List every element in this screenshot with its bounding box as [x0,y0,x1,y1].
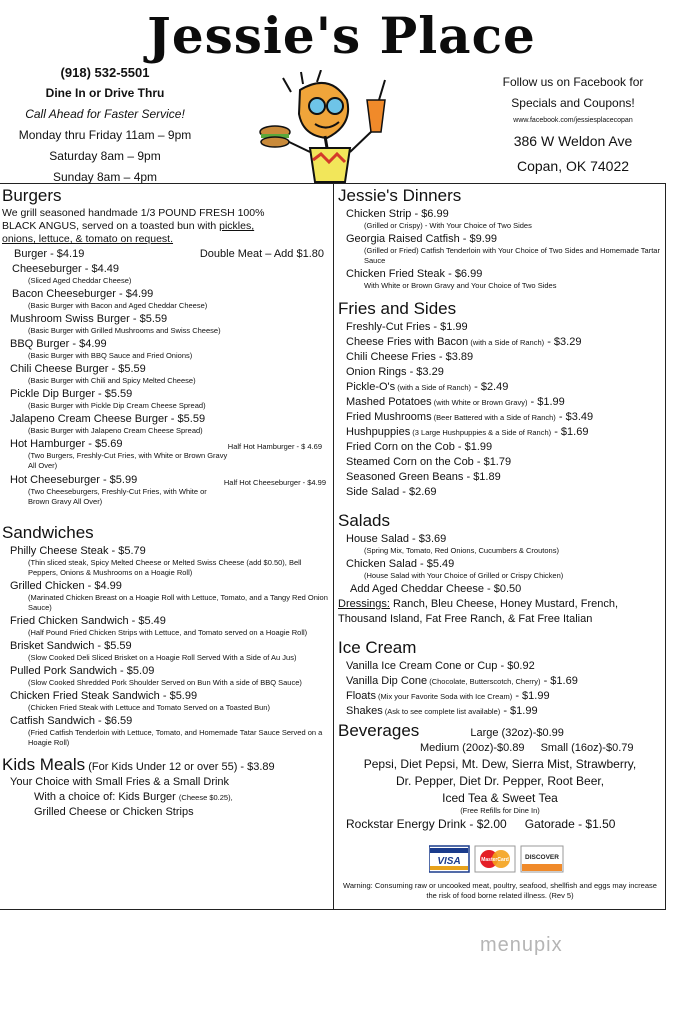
burgers-intro-1: We grill seasoned handmade 1/3 POUND FRESH 100% [2,207,265,219]
item-desc: (Basic Burger with Chili and Spicy Melted Cheese) [28,376,196,385]
item-name: Georgia Raised Catfish - $9.99 [346,233,498,245]
dinners-heading: Jessie's Dinners [338,186,462,205]
social-address-block [483,72,663,178]
burgers-intro-2a: BLACK ANGUS, served on a toasted bun with [2,220,220,232]
item-price: - $1.99 [500,705,538,717]
menu-item [10,545,328,558]
burgers-intro-2b: pickles, [219,220,255,232]
menu-item: Chicken Salad - $5.49 [346,558,455,570]
item-name: Pickle-O's [346,381,396,393]
phone-number: (918) 532-5501 [60,65,150,80]
item-name: Cheese Fries with Bacon [346,336,469,348]
item-desc: (Marinated Chicken Breast on a Hoagie Roll with Lettuce, Tomato, and a Tangy Red Onion Sauce) [28,593,328,612]
refill-note: (Free Refills for Dine In) [460,806,540,815]
beverage-large: Large (32oz)-$0.99 [470,727,564,739]
menu-item [346,336,662,349]
item-desc: (Two Burgers, Freshly-Cut Fries, with White or Brown Gravy All Over) [28,451,228,470]
item-name: BBQ Burger - $4.99 [10,338,107,350]
menu-item [12,263,328,276]
item-note: (Mix your Favorite Soda with Ice Cream) [375,692,513,701]
kids-title: Kids Meals [2,755,86,774]
item-desc: (Basic Burger with Jalapeno Cream Cheese Spread) [28,426,203,435]
menu-item [10,474,328,487]
beverage-sizes [420,742,662,755]
dressings-list-1: Ranch, Bleu Cheese, Honey Mustard, French, [389,598,619,610]
address-city: Copan, OK 74022 [516,158,630,174]
menu-item [10,615,328,628]
mastercard-text: MasterCard [481,857,509,863]
call-ahead-text: Call Ahead for Faster Service! [25,107,185,121]
discover-icon [521,846,563,872]
item-desc: (Thin sliced steak, Spicy Melted Cheese or Melted Swiss Cheese (add $0.50), Bell Peppers, Onions & Mushrooms on a Hoagie Roll) [28,558,302,577]
kids-line-1: Your Choice with Small Fries & a Small Drink [10,776,230,788]
mascot-illustration [255,70,395,185]
item-desc: (Slow Cooked Deli Sliced Brisket on a Hoagie Roll Served With a Side of Au Jus) [28,653,297,662]
menu-item [346,381,662,394]
item-price: - $1.99 [512,690,550,702]
item-desc: (Basic Burger with Grilled Mushrooms and Swiss Cheese) [28,326,221,335]
menu-item: Fried Corn on the Cob - $1.99 [346,441,493,453]
beverage-medium: Medium (20oz)-$0.89 [420,742,525,754]
item-note: (with White or Brown Gravy) [431,398,528,407]
menu-item: Add Aged Cheddar Cheese - $0.50 [350,583,522,595]
fries-heading: Fries and Sides [338,299,457,318]
item-price: - $3.49 [555,411,594,423]
item-name: Pickle Dip Burger - $5.59 [10,388,133,400]
item-name: Chicken Fried Steak Sandwich - $5.99 [10,690,198,702]
item-desc: (Basic Burger with Bacon and Aged Cheddar Cheese) [28,301,208,310]
burgers-intro-2 [2,220,328,233]
item-name: Hot Hamburger - $5.69 [10,438,123,450]
facebook-line2: Specials and Coupons! [511,96,635,110]
facebook-line1: Follow us on Facebook for [502,75,644,89]
item-desc: (House Salad with Your Choice of Grilled or Crispy Chicken) [364,571,564,580]
menu-item: Vanilla Ice Cream Cone or Cup - $0.92 [346,660,535,672]
facebook-link[interactable]: www.facebook.com/jessiesplacecopan [513,117,633,124]
burgers-intro-3: onions, lettuce, & tomato on request. [2,233,174,245]
tea-line: Iced Tea & Sweet Tea [442,791,558,805]
dressings-line-2: Thousand Island, Fat Free Ranch, & Fat Free Italian [338,613,593,625]
menu-item: Steamed Corn on the Cob - $1.79 [346,456,512,468]
contact-block [0,62,210,188]
menu-item: Seasoned Green Beans - $1.89 [346,471,501,483]
sodas-line-2: Dr. Pepper, Diet Dr. Pepper, Root Beer, [395,774,605,788]
hours-sunday: Sunday 8am – 4pm [52,170,158,184]
menu-item: Chili Cheese Fries - $3.89 [346,351,474,363]
kids-line-2b: (Cheese $0.25), [178,793,233,802]
kids-heading [2,755,328,774]
discover-text: DISCOVER [525,854,559,861]
menu-item [346,675,662,688]
item-desc: (Two Cheeseburgers, Freshly-Cut Fries, with White or Brown Gravy All Over) [28,487,207,506]
menu-item [346,268,662,281]
food-safety-warning: Warning: Consuming raw or uncooked meat, poultry, seafood, shellfish and eggs may increase the risk of food borne related illness. (Rev 5) [343,881,657,900]
menu-item [346,208,662,221]
dressings-label: Dressings: [338,598,390,610]
item-desc: (Spring Mix, Tomato, Red Onions, Cucumbers & Croutons) [364,546,559,555]
menu-item [10,690,328,703]
item-name: Shakes [346,705,383,717]
dine-text: Dine In or Drive Thru [45,86,165,100]
address-street: 386 W Weldon Ave [513,133,633,149]
kids-line-2 [34,791,328,804]
menu-item: Side Salad - $2.69 [346,486,437,498]
item-name: Brisket Sandwich - $5.59 [10,640,132,652]
kids-line-2a: With a choice of: Kids Burger [34,791,179,803]
menu-item [10,313,328,326]
left-column [2,186,328,819]
menu-item [346,233,662,246]
sandwiches-heading: Sandwiches [2,523,94,542]
item-name: Chicken Fried Steak - $6.99 [346,268,483,280]
item-desc: (Grilled or Crispy) - With Your Choice of Two Sides [364,221,532,230]
item-name: Philly Cheese Steak - $5.79 [10,545,146,557]
menu-item [346,705,662,718]
item-half: Half Hot Cheeseburger - $4.99 [223,478,326,487]
visa-text: VISA [437,856,461,867]
item-name: Vanilla Dip Cone [346,675,428,687]
item-price: - $1.99 [527,396,565,408]
menu-item [10,665,328,678]
watermark-text: menupix [480,934,563,956]
item-price: - $3.29 [544,336,582,348]
item-name: Grilled Chicken - $4.99 [10,580,122,592]
item-desc: With White or Brown Gravy and Your Choice of Two Sides [364,281,557,290]
menu-item [10,363,328,376]
item-name: Floats [346,690,376,702]
menu-item: Freshly-Cut Fries - $1.99 [346,321,468,333]
menu-item [10,715,328,728]
item-price: - $1.69 [551,426,589,438]
item-desc: (Slow Cooked Shredded Pork Shoulder Served on Bun With a side of BBQ Sauce) [28,678,302,687]
item-desc: (Sliced Aged Cheddar Cheese) [28,276,132,285]
beverage-small: Small (16oz)-$0.79 [540,742,634,754]
item-note: (Beer Battered with a Side of Ranch) [431,413,556,422]
menu-item [346,690,662,703]
menu-item [346,426,662,439]
beverages-heading-row [338,721,662,740]
item-name: Hot Cheeseburger - $5.99 [10,474,138,486]
item-name: Jalapeno Cream Cheese Burger - $5.59 [10,413,206,425]
rockstar: Rockstar Energy Drink - $2.00 [346,817,507,831]
item-name: Hushpuppies [346,426,411,438]
energy-drinks [346,818,662,831]
item-name: Mushroom Swiss Burger - $5.59 [10,313,168,325]
menu-item [10,413,328,426]
icecream-heading: Ice Cream [338,638,417,657]
menu-item [346,396,662,409]
credit-card-logos [429,845,564,873]
hours-weekday: Monday thru Friday 11am – 9pm [18,128,192,142]
item-name: Fried Chicken Sandwich - $5.49 [10,615,166,627]
item-name: Cheeseburger - $4.49 [12,263,120,275]
burgers-heading: Burgers [2,186,62,205]
column-divider [333,183,334,910]
item-desc: (Grilled or Fried) Catfish Tenderloin with Your Choice of Two Sides and Homemade Tartar Sauce [364,246,660,265]
item-name: Chicken Strip - $6.99 [346,208,449,220]
menu-item [14,248,328,261]
item-name: Mashed Potatoes [346,396,432,408]
double-meat: Double Meat – Add $1.80 [199,248,324,260]
item-price: - $1.69 [540,675,578,687]
sodas-line-1: Pepsi, Diet Pepsi, Mt. Dew, Sierra Mist, Strawberry, [363,757,637,771]
item-name: Fried Mushrooms [346,411,432,423]
beverages-heading: Beverages [338,721,420,740]
item-name: Burger - $4.19 [14,248,85,260]
item-desc: (Half Pound Fried Chicken Strips with Lettuce, and Tomato served on a Hoagie Roll) [28,628,308,637]
right-column [338,186,662,831]
item-note: (Ask to see complete list available) [382,707,501,716]
item-note: (with a Side of Ranch) [395,383,472,392]
item-desc: (Basic Burger with Pickle Dip Cream Cheese Spread) [28,401,206,410]
item-name: Pulled Pork Sandwich - $5.09 [10,665,155,677]
menu-item [12,288,328,301]
menu-item [10,580,328,593]
gatorade: Gatorade - $1.50 [524,817,616,831]
restaurant-title: Jessie's Place [147,6,536,65]
item-desc: (Chicken Fried Steak with Lettuce and Tomato Served on a Toasted Bun) [28,703,270,712]
menu-item [10,438,328,451]
item-half: Half Hot Hamburger - $ 4.69 [227,442,322,451]
mastercard-icon [475,846,515,872]
menu-item: House Salad - $3.69 [346,533,447,545]
item-note: (Chocolate, Butterscotch, Cherry) [427,677,541,686]
kids-title-extra: (For Kids Under 12 or over 55) - $3.89 [85,761,275,773]
item-note: (with a Side of Ranch) [468,338,545,347]
kids-line-3: Grilled Cheese or Chicken Strips [34,806,194,818]
item-name: Chili Cheese Burger - $5.59 [10,363,146,375]
menu-item [346,411,662,424]
item-desc: (Basic Burger with BBQ Sauce and Fried Onions) [28,351,193,360]
menu-item [10,640,328,653]
item-desc: (Fried Catfish Tenderloin with Lettuce, Tomato, and Homemade Tatar Sauce Served on a Hoagie Roll) [28,728,323,747]
item-price: - $2.49 [471,381,509,393]
menu-item [10,388,328,401]
dressings-line-1 [338,598,662,611]
item-name: Bacon Cheeseburger - $4.99 [12,288,154,300]
menu-item [10,338,328,351]
salads-heading: Salads [338,511,390,530]
hours-saturday: Saturday 8am – 9pm [49,149,161,163]
menu-item: Onion Rings - $3.29 [346,366,444,378]
item-note: (3 Large Hushpuppies & a Side of Ranch) [410,428,552,437]
visa-icon [429,846,469,872]
item-name: Catfish Sandwich - $6.59 [10,715,133,727]
